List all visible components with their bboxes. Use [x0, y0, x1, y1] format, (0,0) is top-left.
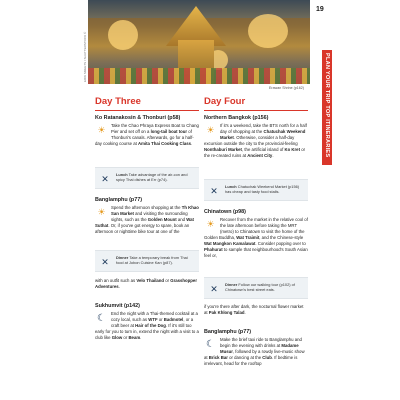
day-three-heading: Day Three — [95, 96, 199, 111]
day-three-morning: Ko Ratanakosin & Thonburi (p58) ☀ Take the Chao Phraya Express Boat to Chang Pier and set off on a long-tail boat tour of Thonburi's canals. Afterwards, go for a half-day cooking course at Amita Thai Cooking Class. — [95, 115, 199, 146]
day-four-afternoon: Chinatown (p98) ☀ Recover from the market in the relative cool of the late afternoon before taking the MRT (metro) to Chinatown to visit the home of the Golden Buddha, Wat Traimit, and the Chinese-style Wat Mangkon Kamalawat. Consider popping over to Phahurat to sample that neighbourhood's South Asian feel or, — [204, 209, 308, 258]
sun-icon: ☀ — [206, 219, 215, 229]
section-title: Banglamphu (p77) — [95, 197, 143, 203]
section-title: Banglamphu (p77) — [204, 329, 252, 335]
section-title: Ko Ratanakosin & Thonburi (p58) — [95, 115, 181, 121]
day-four-heading: Day Four — [204, 96, 308, 111]
day-three-column — [95, 96, 199, 114]
section-title: Northern Bangkok (p156) — [204, 115, 269, 121]
sun-icon: ☀ — [206, 125, 215, 135]
page-number: 19 — [316, 6, 324, 13]
day-four-column — [204, 96, 308, 114]
photo-caption: Erawan Shrine (p162) — [269, 86, 304, 90]
photo-light — [248, 14, 288, 48]
fork-knife-icon: ✕ — [101, 174, 109, 184]
moon-icon: ☾ — [97, 312, 106, 324]
dinner-tip: ✕ Dinner Take a temporary break from Thai food at Jobon Cuisine Kan (p87). — [95, 250, 199, 272]
lunch-tip: ✕ Lunch Take advantage of the air-con and spicy Thai dishes at Err (p74). — [95, 167, 199, 189]
sun-icon: ☀ — [97, 125, 106, 135]
day-three-evening: Sukhumvit (p142) ☾ End the night with a Thai-themed cocktail at a cozy local, such as WTF or Badmotel, or a craft beer at Hair of the Dog. If it's still too early for you to turn in, extend the night with a visit to a club like Glow or Beam. — [95, 303, 199, 340]
flower-garlands — [88, 68, 310, 84]
day-four-evening: Banglamphu (p77) ☾ Make the brief taxi ride to Banglamphu and begin the evening with drinks at Madame Musur, followed by a rowdy live-music show at Brick Bar or dancing at the Club. If bedtime is irrelevant, head for the rooftop — [204, 329, 308, 367]
day-four-morning: Northern Bangkok (p156) ☀ If it's a weekend, take the BTS north for a half day of shopping at the Chatuchak Weekend Market. Otherwise, consider a half-day excursion outside the city to the provincial-feeling Nonthaburi Market, the artificial island of Ko Kret or the re-created ruins at Ancient City. — [204, 115, 307, 158]
lunch-tip: ✕ Lunch Chatuchak Weekend Market (p156) has cheap and tasty food stalls. — [204, 179, 308, 201]
fork-knife-icon: ✕ — [101, 257, 109, 267]
photo-light — [108, 20, 138, 50]
photo-credit: ERIK SMEETS / SHUTTERSTOCK © — [83, 31, 87, 82]
section-title: Chinatown (p98) — [204, 209, 246, 215]
fork-knife-icon: ✕ — [210, 284, 218, 294]
sun-icon: ☀ — [97, 207, 106, 217]
moon-icon: ☾ — [206, 338, 215, 350]
fork-knife-icon: ✕ — [210, 186, 218, 196]
section-title: Sukhumvit (p142) — [95, 303, 140, 309]
header-photo — [88, 0, 310, 84]
section-side-tab[interactable]: PLAN YOUR TRIP TOP ITINERARIES — [322, 50, 332, 165]
day-three-afternoon: Banglamphu (p77) ☀ Spend the afternoon shopping at the Th Khao San Market and visiting the surrounding sights, such as the Golden Mount and Wat Suthat. Or, if you've got energy to spare, book an afternoon or nighttime bike tour at one of the — [95, 197, 199, 234]
dinner-tip: ✕ Dinner Follow our walking tour (p102) of Chinatown's best street eats. — [204, 277, 308, 299]
day-four-afternoon-cont: if you're there after dark, the nocturnal flower market at Pak Khlong Talad. — [204, 304, 304, 315]
day-three-afternoon-cont: with an outfit such as Velo Thailand or Grasshopper Adventures. — [95, 278, 197, 289]
